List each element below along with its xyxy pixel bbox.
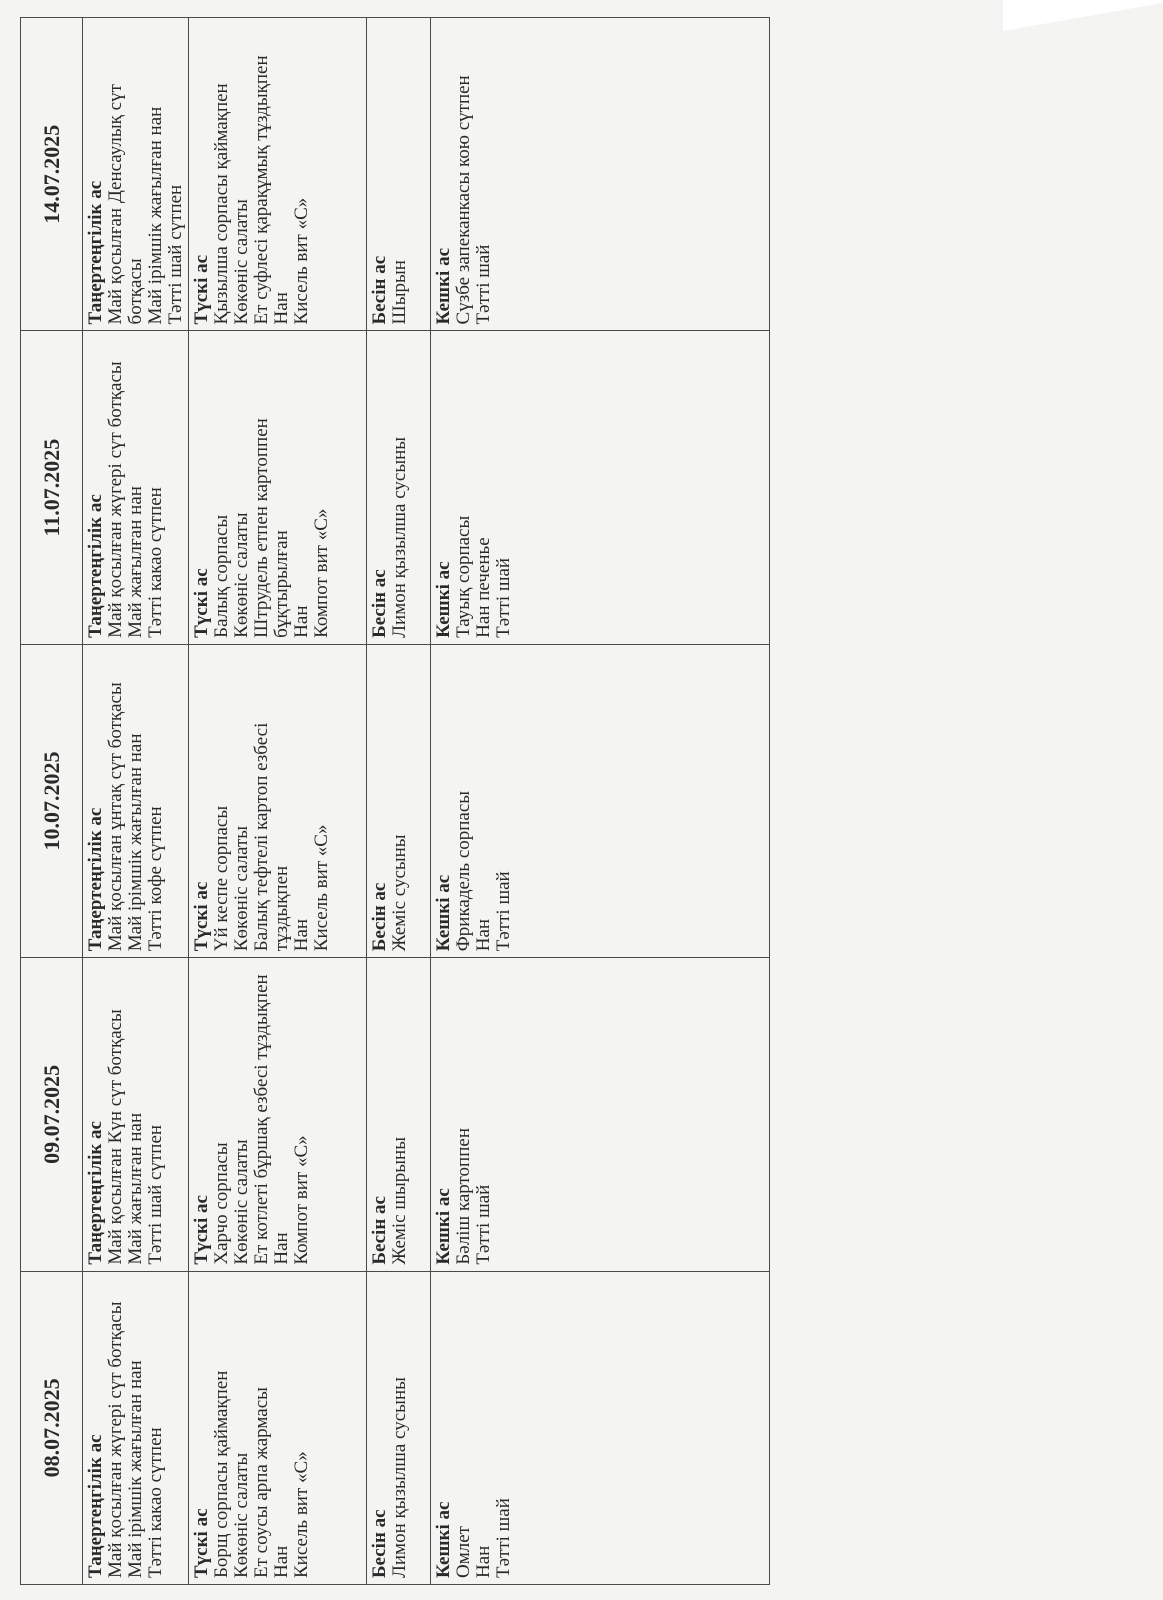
dish: Харчо сорпасы bbox=[211, 1142, 232, 1265]
dinner-cell bbox=[431, 18, 770, 331]
dish: Компот вит «С» bbox=[311, 508, 332, 638]
dish: Май ірімшік жағылған нан bbox=[125, 733, 146, 952]
meal-title: Түскі ас bbox=[191, 1508, 212, 1578]
dish: Жеміс шырыны bbox=[389, 1137, 410, 1265]
dish: Жеміс сусыны bbox=[389, 834, 410, 952]
dinner-row bbox=[431, 18, 770, 1585]
dish: Штрудель етпен картоппен бұқтырылған bbox=[251, 418, 292, 638]
lunch-cell bbox=[189, 1271, 367, 1584]
dish: Тауық сорпасы bbox=[453, 515, 474, 638]
meal-title: Таңертеңгілік ас bbox=[85, 1121, 106, 1265]
meal-title: Кешкі ас bbox=[433, 248, 454, 325]
meal-title: Таңертеңгілік ас bbox=[85, 807, 106, 952]
dish: Нан bbox=[291, 918, 312, 952]
meal-title: Түскі ас bbox=[191, 1195, 212, 1265]
dish: Май ірімшік жағылған нан bbox=[145, 106, 166, 325]
date-header: 14.07.2025 bbox=[21, 18, 83, 331]
snack-cell bbox=[367, 1271, 431, 1584]
dish: Нан bbox=[271, 1232, 292, 1265]
dish: Көкөніс салаты bbox=[231, 1452, 252, 1578]
dish: Май жағылған нан bbox=[125, 1112, 146, 1265]
snack-cell bbox=[367, 644, 431, 957]
dish: Үй кеспе сорпасы bbox=[211, 805, 232, 952]
meal-title: Таңертеңгілік ас bbox=[85, 180, 106, 325]
dish: Нан bbox=[291, 605, 312, 638]
dates-row bbox=[21, 18, 83, 1585]
meal-title: Таңертеңгілік ас bbox=[85, 494, 106, 638]
dish: Нан bbox=[271, 292, 292, 325]
dish: Нан bbox=[271, 1545, 292, 1578]
dish: Шырын bbox=[389, 260, 410, 325]
dish: Ет соусы арпа жармасы bbox=[251, 1387, 272, 1578]
dish: Май қосылған жүгері сүт ботқасы bbox=[105, 1301, 126, 1578]
dish: Қызылша сорпасы қаймақпен bbox=[211, 83, 232, 325]
dish: Лимон қызылша сусыны bbox=[389, 436, 410, 638]
meal-title: Кешкі ас bbox=[433, 874, 454, 952]
snack-cell bbox=[367, 18, 431, 331]
dinner-cell bbox=[431, 331, 770, 644]
date-header: 11.07.2025 bbox=[21, 331, 83, 644]
lunch-cell bbox=[189, 958, 367, 1271]
meal-title: Кешкі ас bbox=[433, 561, 454, 638]
dish: Нан bbox=[473, 918, 494, 952]
dish: Кисель вит «С» bbox=[291, 197, 312, 325]
lunch-row bbox=[189, 18, 367, 1585]
dish: Май ірімшік жағылған нан bbox=[125, 1360, 146, 1578]
page-corner-fold bbox=[1003, 0, 1163, 40]
breakfast-cell bbox=[83, 1271, 189, 1584]
dish: Май қосылған жүгері сүт ботқасы bbox=[105, 361, 126, 638]
meal-title: Кешкі ас bbox=[433, 1501, 454, 1578]
dish: Тәтті шай сүтпен bbox=[145, 1124, 166, 1265]
meal-title: Таңертеңгілік ас bbox=[85, 1434, 106, 1578]
dish: Көкөніс салаты bbox=[231, 1139, 252, 1265]
dish: Тәтті шай bbox=[493, 557, 514, 638]
dish: Компот вит «С» bbox=[291, 1135, 312, 1265]
breakfast-cell bbox=[83, 331, 189, 644]
dish: Бәліш картоппен bbox=[453, 1128, 474, 1265]
dish: Тәтті шай сүтпен bbox=[165, 184, 186, 325]
meal-title: Түскі ас bbox=[191, 881, 212, 952]
dish: Тәтті какао сүтпен bbox=[145, 487, 166, 638]
dish: Омлет bbox=[453, 1526, 474, 1578]
meal-title: Бесін ас bbox=[369, 569, 390, 638]
dish: Көкөніс салаты bbox=[231, 825, 252, 952]
dish: Тәтті шай bbox=[473, 244, 494, 325]
dish: Сүзбе запеканкасы кою сүтпен bbox=[453, 75, 474, 325]
dish: Балық сорпасы bbox=[211, 514, 232, 638]
dish: Ет котлеті бұршақ езбесі тұздықпен bbox=[251, 974, 272, 1265]
dish: Көкөніс салаты bbox=[231, 512, 252, 638]
dish: Нан печенье bbox=[473, 537, 494, 638]
meal-title: Түскі ас bbox=[191, 254, 212, 325]
meal-title: Бесін ас bbox=[369, 882, 390, 952]
dish: Ет суфлесі қарақұмық тұздықпен bbox=[251, 55, 272, 325]
date-header: 08.07.2025 bbox=[21, 1271, 83, 1584]
breakfast-cell bbox=[83, 958, 189, 1271]
meal-title: Кешкі ас bbox=[433, 1188, 454, 1265]
dish: Май қосылған Денсаулық сүт ботқасы bbox=[105, 84, 146, 325]
meal-title: Бесін ас bbox=[369, 1509, 390, 1578]
dish: Май қосылған ұнтақ сүт ботқасы bbox=[105, 682, 126, 952]
dish: Фрикадель сорпасы bbox=[453, 790, 474, 952]
dish: Лимон қызылша сусыны bbox=[389, 1377, 410, 1578]
menu-sheet bbox=[20, 17, 770, 1585]
snack-row bbox=[367, 18, 431, 1585]
dish: Кисель вит «С» bbox=[311, 824, 332, 952]
snack-cell bbox=[367, 331, 431, 644]
breakfast-cell bbox=[83, 644, 189, 957]
dish: Май жағылған нан bbox=[125, 486, 146, 638]
lunch-cell bbox=[189, 644, 367, 957]
meal-title: Бесін ас bbox=[369, 255, 390, 325]
dish: Тәтті шай bbox=[493, 1498, 514, 1578]
dinner-cell bbox=[431, 1271, 770, 1584]
lunch-cell bbox=[189, 18, 367, 331]
dish: Көкөніс салаты bbox=[231, 199, 252, 325]
dish: Балық тефтелі картоп езбесі тұздықпен bbox=[251, 722, 292, 952]
lunch-cell bbox=[189, 331, 367, 644]
date-header: 10.07.2025 bbox=[21, 644, 83, 957]
weekly-menu-table bbox=[20, 17, 770, 1585]
dinner-cell bbox=[431, 644, 770, 957]
meal-title: Түскі ас bbox=[191, 568, 212, 638]
dish: Май қосылған Күн сүт ботқасы bbox=[105, 1009, 126, 1265]
date-header: 09.07.2025 bbox=[21, 958, 83, 1271]
breakfast-cell bbox=[83, 18, 189, 331]
dish: Тәтті какао сүтпен bbox=[145, 1427, 166, 1578]
dish: Тәтті шай bbox=[473, 1184, 494, 1265]
meal-title: Бесін ас bbox=[369, 1196, 390, 1265]
breakfast-row bbox=[83, 18, 189, 1585]
dish: Нан bbox=[473, 1545, 494, 1578]
dish: Тәтті шай bbox=[493, 871, 514, 952]
dish: Тәтті кофе сүтпен bbox=[145, 806, 166, 952]
dinner-cell bbox=[431, 958, 770, 1271]
snack-cell bbox=[367, 958, 431, 1271]
dish: Борщ сорпасы қаймақпен bbox=[211, 1370, 232, 1578]
dish: Кисель вит «С» bbox=[291, 1451, 312, 1578]
